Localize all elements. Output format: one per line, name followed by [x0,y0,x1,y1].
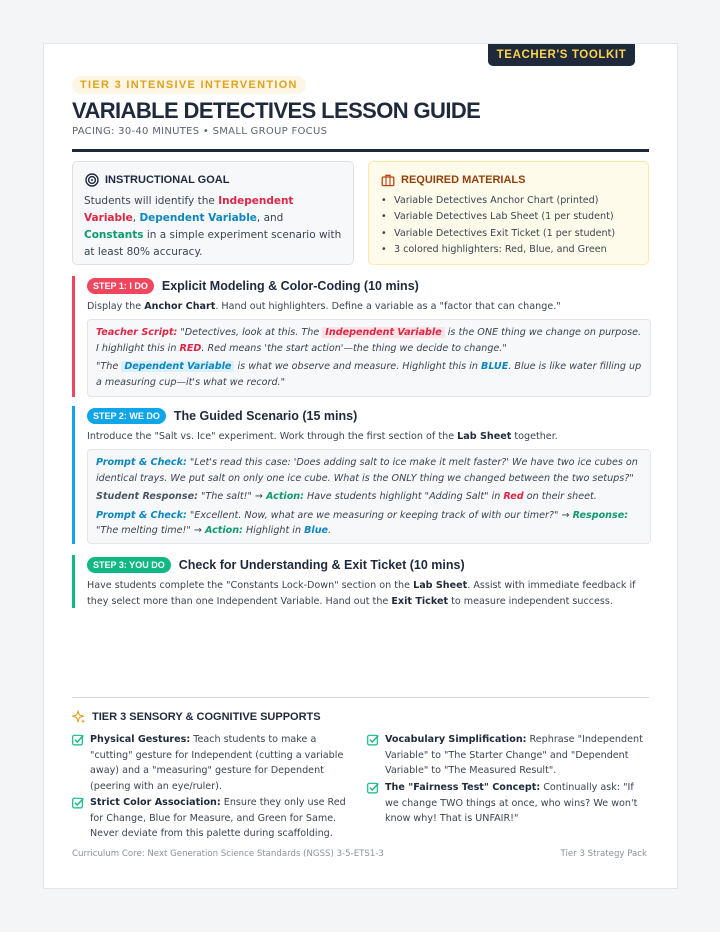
support-text: Teach students to make a "cutting" gesture for Independent (cutting a variable away) and a "measuring" gesture for Dependent (peering with an eye/ruler). [90,734,344,792]
independent-variable-highlight: Independent Variable [322,327,444,338]
script-part: "The [96,361,122,372]
support-text: Continually ask: "If we change TWO things at once, who wins? We won't know why! That is UNFAIR!" [385,782,638,824]
step-2-header [87,408,357,424]
desc-part: Introduce the "Salt vs. Ice" experiment. Work through the first section of the [87,431,458,442]
script-part: "Excellent. Now, what are we measuring or keeping track of with our timer?" → [186,509,573,521]
required-materials-card [368,161,649,265]
step-1-badge: STEP 1: I DO [87,278,154,294]
list-item: • 3 colored highlighters: Red, Blue, and Green [381,242,615,258]
goal-text [84,193,344,261]
desc-part: together. [511,431,558,442]
tier-label: TIER 3 INTENSIVE INTERVENTION [72,76,306,94]
script-part: is the ONE thing we change on purpose. I highlight this in [96,327,642,354]
goal-heading [85,173,229,187]
supports-heading [72,710,321,724]
support-item-fairness-test [385,780,647,827]
step-2-badge: STEP 2: WE DO [87,408,166,424]
blue-term: Blue [304,525,329,536]
check-square-icon [367,782,379,794]
step-2-title: The Guided Scenario (15 mins) [173,409,358,423]
materials-list [381,193,615,258]
teacher-script-label: Teacher Script: [96,327,178,338]
desc-part: . Hand out highlighters. Define a variable as a "factor that can change." [215,301,561,312]
lab-sheet-term: Lab Sheet [413,580,468,591]
desc-part: Have students complete the "Constants Lock-Down" section on the [87,580,414,591]
script-part: Highlight in [242,525,305,536]
check-square-icon [72,797,84,809]
support-label: Physical Gestures: [90,734,191,745]
script-part: "The salt!" → [197,491,266,502]
list-item: • Variable Detectives Anchor Chart (printed) [381,193,615,209]
support-text: Rephrase "Independent Variable" to "The Starter Change" and "Dependent Variable" to "The Measured Result". [385,734,643,776]
script-part: . Blue is like water filling up a measuring cup—it's what we record." [96,361,642,388]
script-part: Have students highlight "Adding Salt" in [303,491,504,502]
step-1-header [87,278,419,294]
action-label: Action: [266,491,304,502]
pacing-subtitle: PACING: 30-40 MINUTES • SMALL GROUP FOCUS [72,126,328,137]
materials-heading [381,173,525,187]
supports-heading-text: TIER 3 SENSORY & COGNITIVE SUPPORTS [92,711,321,723]
support-item-vocabulary [385,732,647,779]
footer-standards: Curriculum Core: Next Generation Science Standards (NGSS) 3-5-ETS1-3 [72,849,384,859]
list-item: • Variable Detectives Lab Sheet (1 per student) [381,209,615,225]
step-1-description [87,299,652,315]
script-part: . [328,525,332,536]
constants-term: Constants [84,229,144,241]
response-label: Response: [572,509,629,521]
script-part: is what we observe and measure. Highlight this in [234,361,482,372]
dependent-variable-highlight: Dependent Variable [121,361,234,372]
script-paragraph [96,508,642,539]
step-3-section [72,555,649,608]
support-label: The "Fairness Test" Concept: [385,782,541,793]
support-item-physical-gestures [90,732,352,794]
support-label: Vocabulary Simplification: [385,734,527,745]
step-1-section [72,276,649,397]
prompt-check-label: Prompt & Check: [96,509,187,521]
check-square-icon [72,734,84,746]
red-term: RED [179,342,202,354]
goal-heading-text: INSTRUCTIONAL GOAL [105,174,230,186]
student-response-label: Student Response: [96,491,198,502]
sparkle-icon [72,710,86,724]
desc-part: Display the [87,301,145,312]
desc-part: to measure independent success. [448,596,613,607]
step-3-header [87,557,465,573]
step-2-section [72,406,649,544]
script-part: "Let's read this case: 'Does adding salt to ice make it melt faster?' We have two ice cubes on identical trays. We put salt on only one ice cube. What is the ONLY thing we changed between the two setups?" [96,457,638,484]
teachers-toolkit-badge: TEACHER'S TOOLKIT [488,44,635,66]
step-1-title: Explicit Modeling & Color-Coding (10 mins) [161,279,419,293]
script-paragraph [96,359,642,390]
instructional-goal-card [72,161,354,265]
support-label: Strict Color Association: [90,797,221,808]
teacher-script-box [87,319,651,397]
support-text: Ensure they only use Red for Change, Blue for Measure, and Green for Same. Never deviate from this palette during scaffolding. [90,797,346,839]
goal-text-part: Students will identify the [84,195,219,207]
dependent-variable-term: Dependent Variable [139,212,257,224]
script-part: on their sheet. [523,491,597,502]
step-3-description [87,578,652,610]
script-part: "Detectives, look at this. The [177,327,323,338]
lab-sheet-term: Lab Sheet [457,431,512,442]
check-square-icon [367,734,379,746]
desc-part: . Assist with immediate feedback if they select more than one Independent Variable. Hand out the [87,580,636,607]
goal-text-part: , [132,212,140,224]
goal-text-part: , and [256,212,284,224]
lesson-guide-page [43,43,678,889]
blue-term: BLUE [481,361,509,372]
page-title: VARIABLE DETECTIVES LESSON GUIDE [72,98,481,123]
title-divider [72,149,649,152]
step-2-description [87,429,652,445]
prompt-check-label: Prompt & Check: [96,457,187,468]
step-3-badge: STEP 3: YOU DO [87,557,171,573]
red-term: Red [503,491,524,502]
action-label: Action: [204,525,243,536]
materials-heading-text: REQUIRED MATERIALS [401,174,526,186]
independent-variable-term: Independent Variable [84,195,294,224]
briefcase-icon [381,173,395,187]
target-icon [85,173,99,187]
supports-divider [72,697,649,698]
anchor-chart-term: Anchor Chart [144,301,216,312]
footer-pack-name: Tier 3 Strategy Pack [560,849,647,859]
support-item-color-association [90,795,352,842]
list-item: • Variable Detectives Exit Ticket (1 per student) [381,226,615,242]
guided-scenario-box [87,449,651,544]
exit-ticket-term: Exit Ticket [391,596,449,607]
step-3-title: Check for Understanding & Exit Ticket (10 mins) [178,558,465,572]
script-paragraph [96,489,642,505]
script-part: . Red means 'the start action'—the thing we decide to change." [201,342,507,354]
goal-text-part: in a simple experiment scenario with at least 80% accuracy. [84,229,342,258]
script-paragraph [96,325,642,356]
script-part: "The melting time!" → [96,525,205,536]
script-paragraph [96,455,642,486]
